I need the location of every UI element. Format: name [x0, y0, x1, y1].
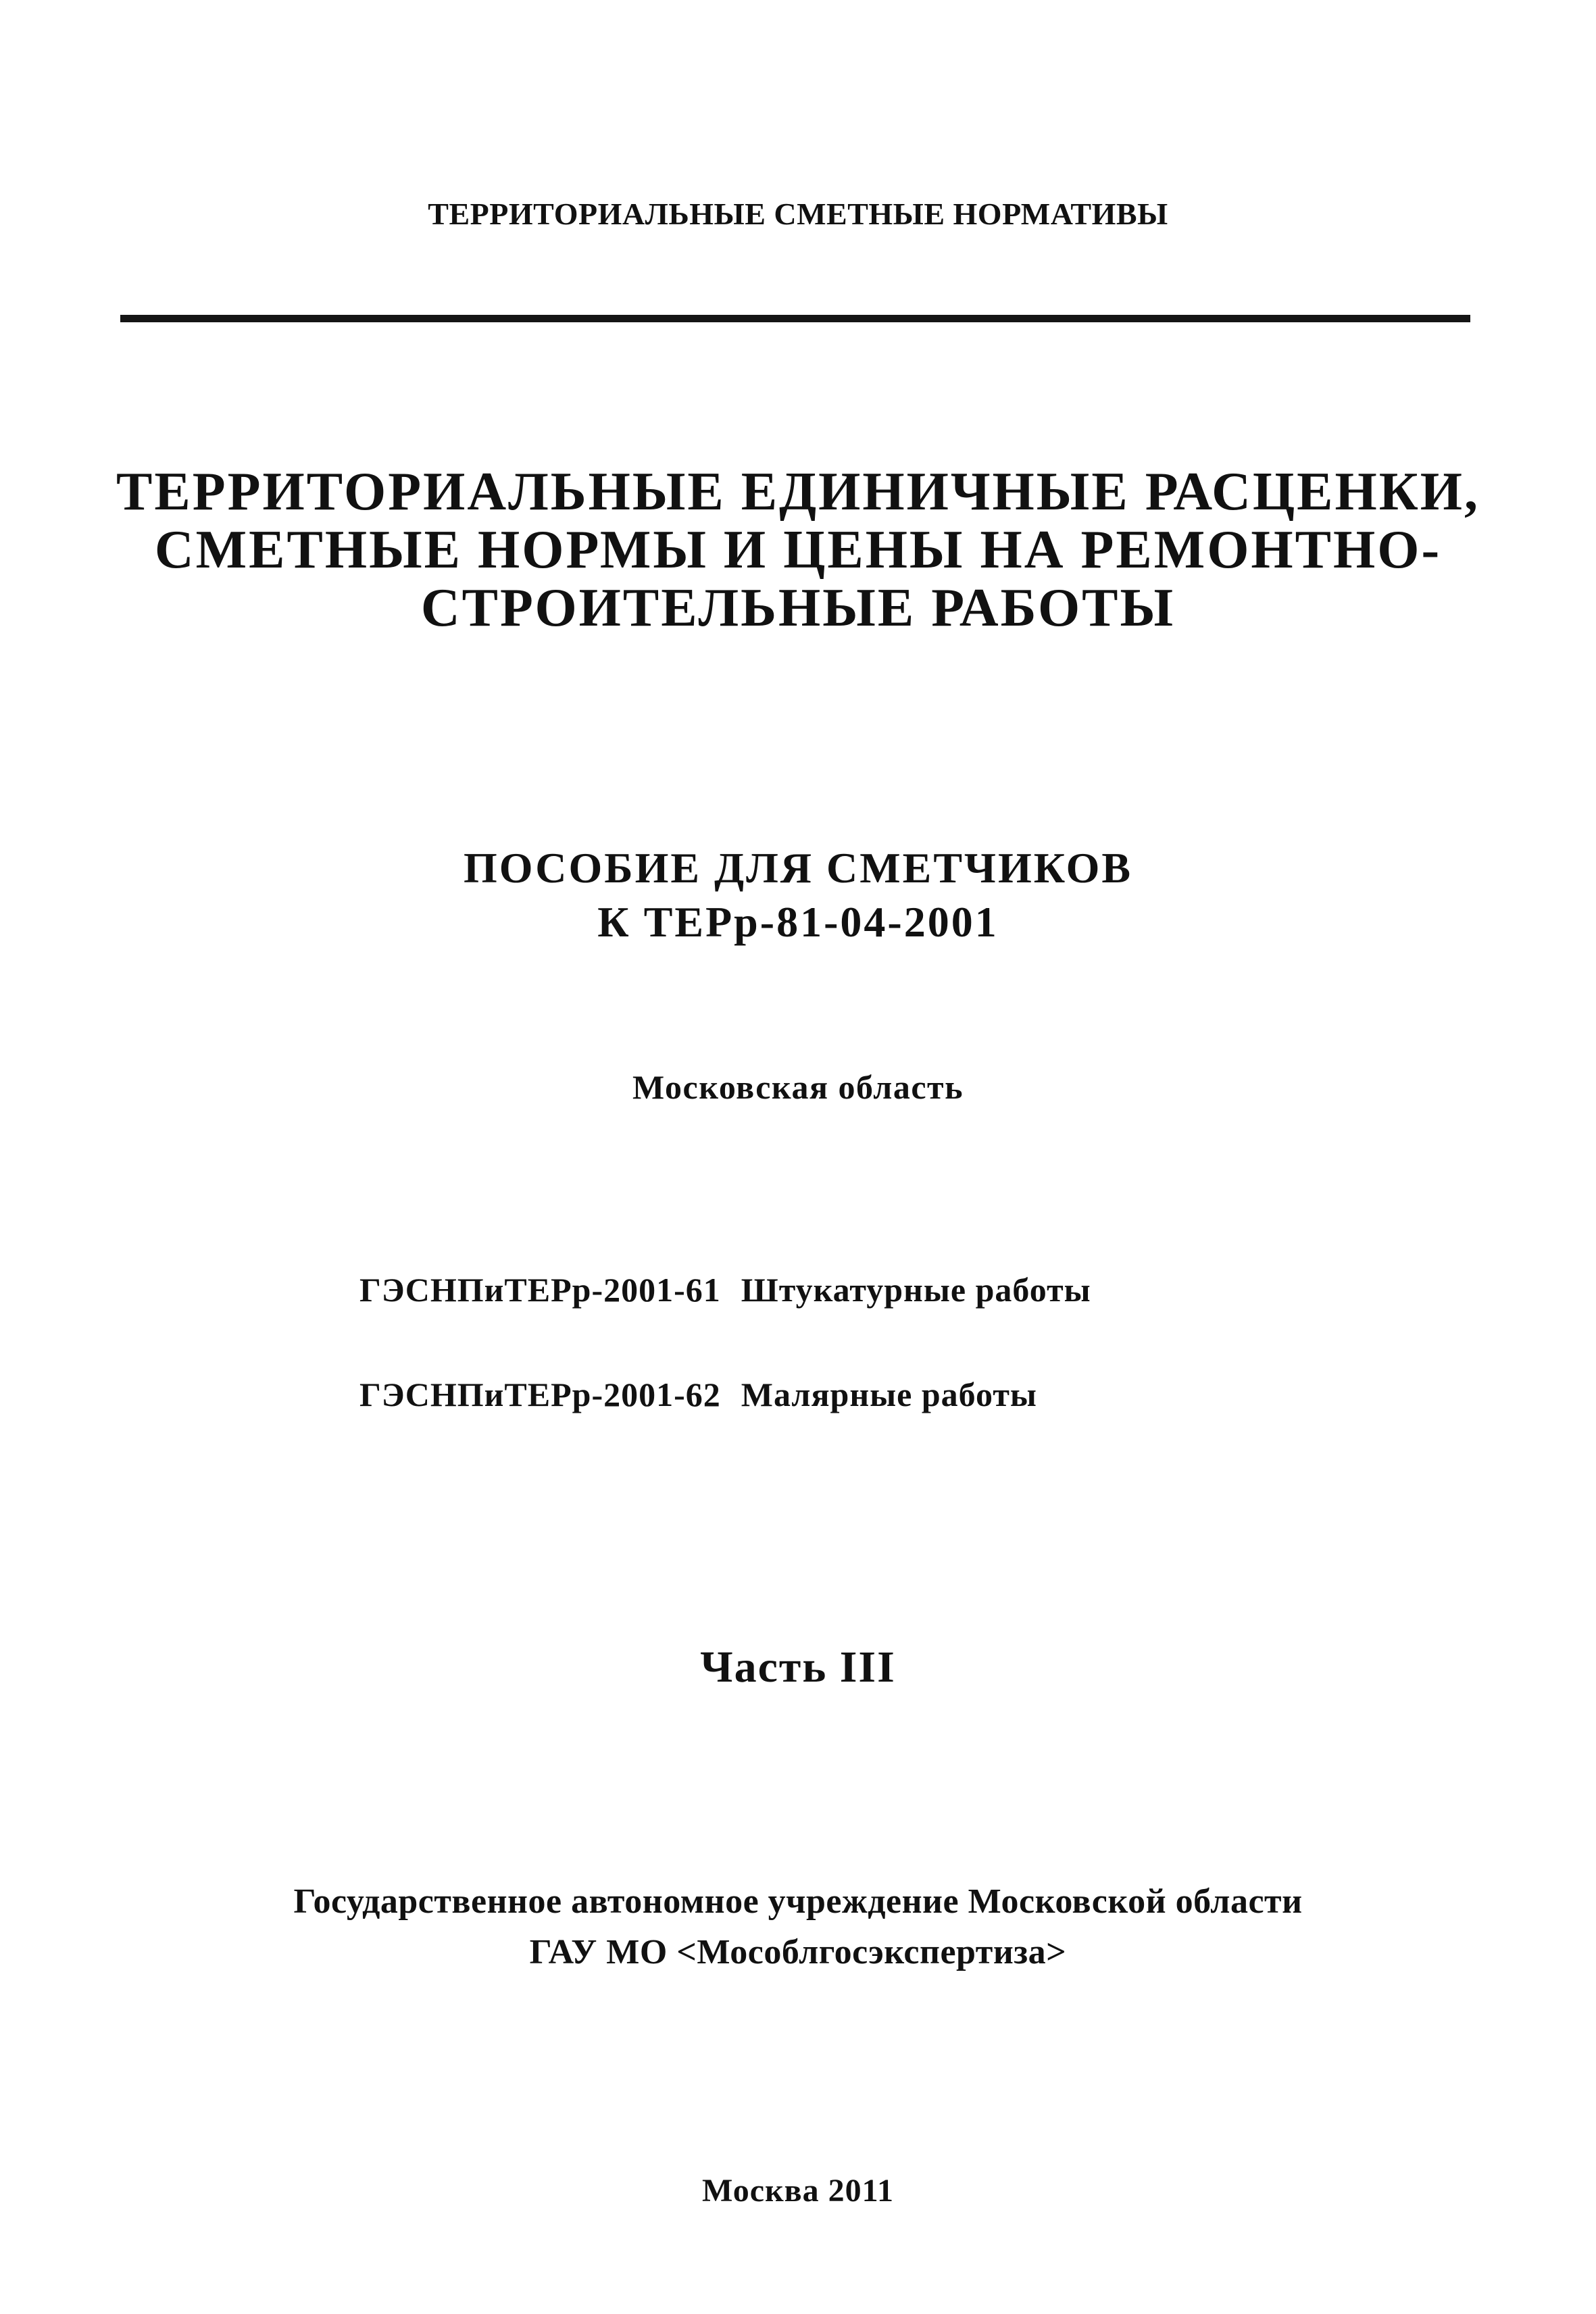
subtitle-line-1: ПОСОБИЕ ДЛЯ СМЕТЧИКОВ [463, 844, 1133, 892]
part-label: Часть III [700, 1642, 896, 1692]
collection-name: Штукатурные работы [741, 1271, 1091, 1309]
main-title-line-3: СТРОИТЕЛЬНЫЕ РАБОТЫ [420, 578, 1176, 638]
region-label: Московская область [632, 1068, 964, 1106]
place-year: Москва 2011 [702, 2173, 894, 2209]
main-title-line-1: ТЕРРИТОРИАЛЬНЫЕ ЕДИНИЧНЫЕ РАСЦЕНКИ, [116, 462, 1480, 522]
collection-code: ГЭСНПиТЕРр-2001-61 [359, 1271, 721, 1309]
collection-item [359, 1270, 1091, 1309]
collection-code: ГЭСНПиТЕРр-2001-62 [359, 1376, 721, 1413]
publisher-line-2: ГАУ МО <Мособлгосэкспертиза> [529, 1933, 1067, 1971]
collection-name: Малярные работы [741, 1376, 1037, 1413]
publisher-line-1: Государственное автономное учреждение Московской области [293, 1882, 1303, 1921]
main-title-line-2: СМЕТНЫЕ НОРМЫ И ЦЕНЫ НА РЕМОНТНО- [154, 520, 1442, 580]
header-divider [120, 315, 1470, 322]
series-header: ТЕРРИТОРИАЛЬНЫЕ СМЕТНЫЕ НОРМАТИВЫ [428, 197, 1168, 231]
subtitle-line-2: К ТЕРр-81-04-2001 [597, 898, 999, 946]
collection-item [359, 1375, 1037, 1414]
